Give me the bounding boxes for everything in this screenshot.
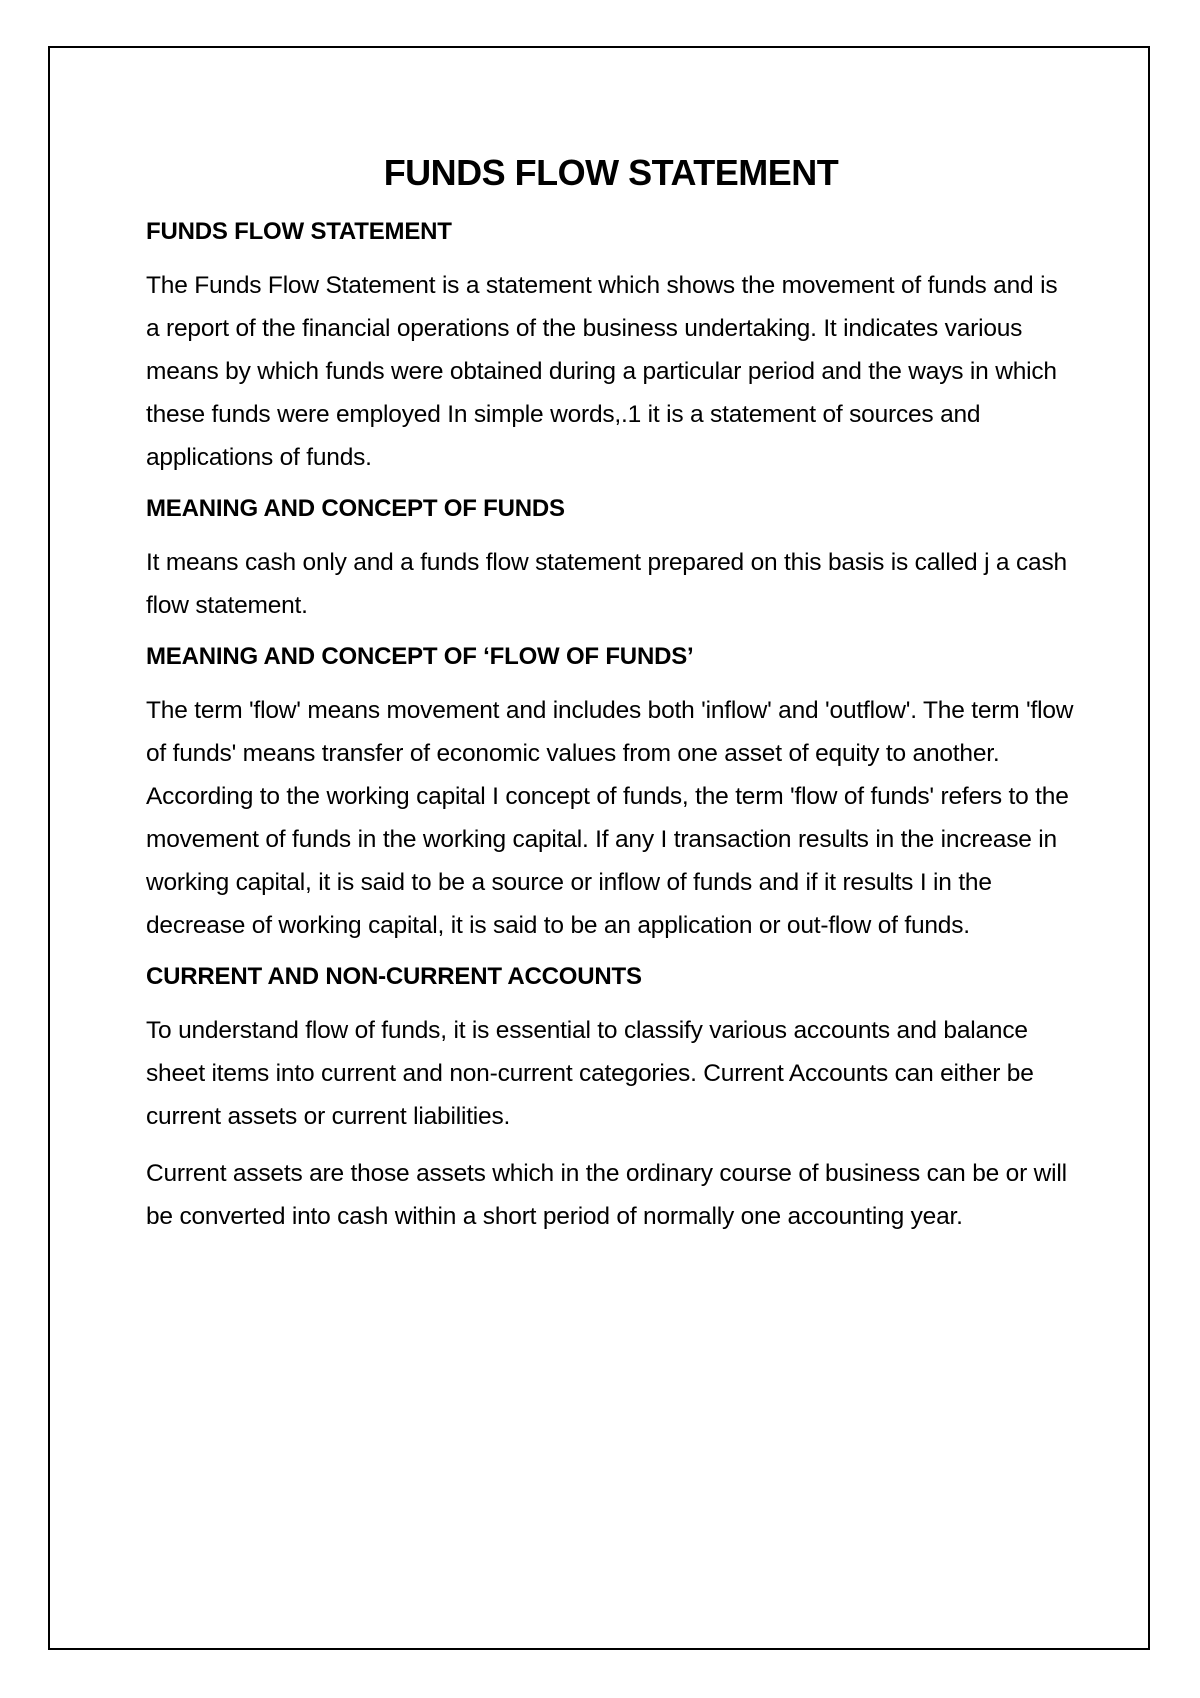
section-heading: MEANING AND CONCEPT OF ‘FLOW OF FUNDS’	[146, 643, 694, 670]
section-flow-of-funds	[146, 641, 1076, 947]
section-heading: CURRENT AND NON-CURRENT ACCOUNTS	[146, 963, 642, 990]
paragraph: Current assets are those assets which in the ordinary course of business can be or will be converted into cash within a short period of normally one accounting year.	[146, 1160, 1067, 1230]
section-funds-flow-statement	[146, 216, 1076, 479]
section-heading: FUNDS FLOW STATEMENT	[146, 218, 452, 245]
paragraph: The term 'flow' means movement and includes both 'inflow' and 'outflow'. The term 'flow of funds' means transfer of economic values from one asset of equity to another. According to the working capital I concept of funds, the term 'flow of funds' refers to the movement of funds in the working capital. If any I transaction results in the increase in working capital, it is said to be a source or inflow of funds and if it results I in the decrease of working capital, it is said to be an application or out-flow of funds.	[146, 697, 1074, 939]
section-heading: MEANING AND CONCEPT OF FUNDS	[146, 495, 565, 522]
document-body	[146, 150, 1076, 1252]
paragraph: To understand flow of funds, it is essential to classify various accounts and balance sheet items into current and non-current categories. Current Accounts can either be current assets or current liabilities.	[146, 1017, 1034, 1130]
section-current-non-current-accounts	[146, 961, 1076, 1238]
section-meaning-of-funds	[146, 493, 1076, 627]
paragraph: It means cash only and a funds flow statement prepared on this basis is called j a cash flow statement.	[146, 549, 1067, 619]
document-title: FUNDS FLOW STATEMENT	[383, 152, 839, 193]
paragraph: The Funds Flow Statement is a statement which shows the movement of funds and is a report of the financial operations of the business undertaking. It indicates various means by which funds were obtained during a particular period and the ways in which these funds were employed In simple words,.1 it is a statement of sources and applications of funds.	[146, 272, 1058, 471]
